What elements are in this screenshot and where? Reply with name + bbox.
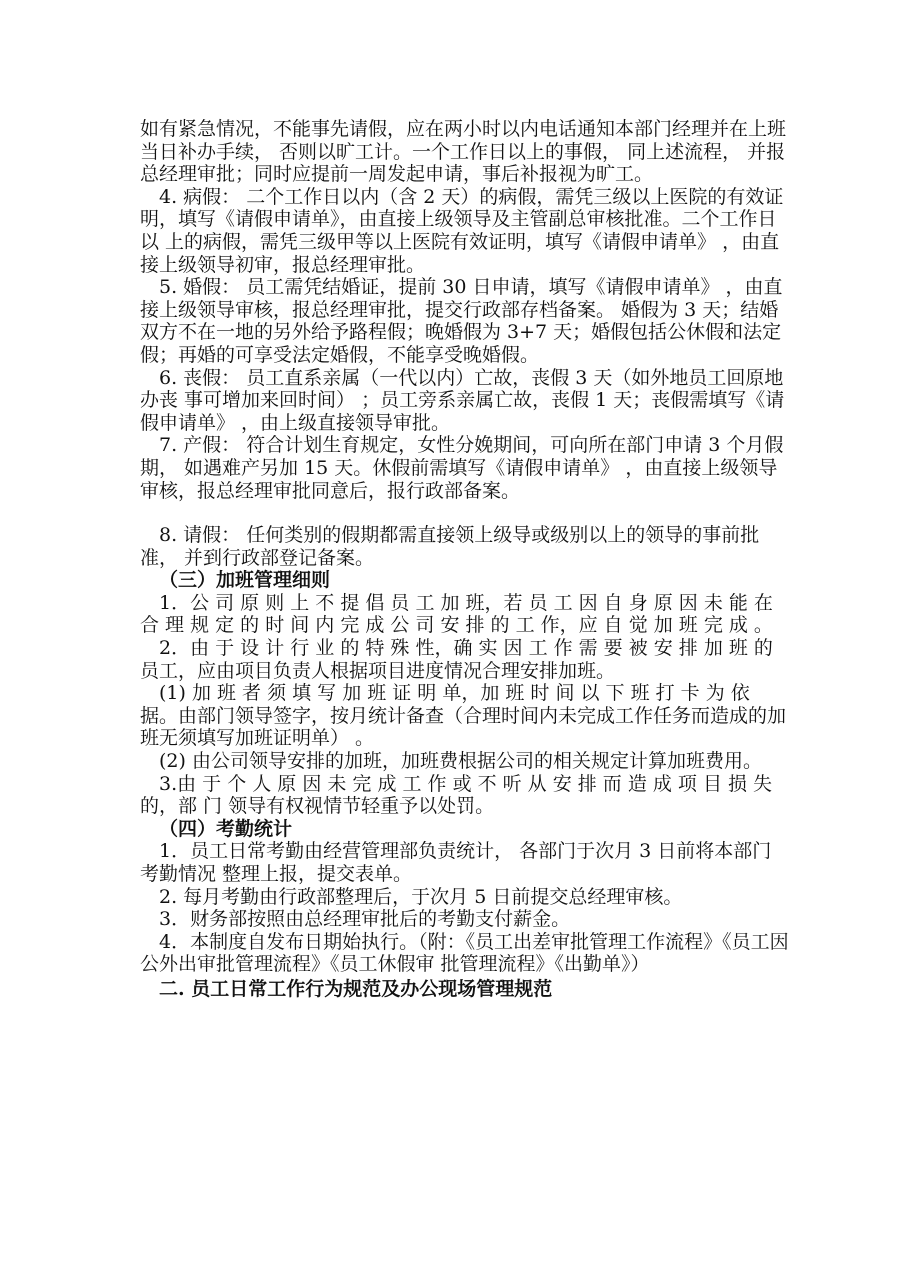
- paragraph-maternity-leave: 7. 产假： 符合计划生育规定，女性分娩期间，可向所在部门申请 3 个月假期， 如遇难产另加 15 天。休假前需填写《请假申请单》 ，由直接上级领导审核，报总经理审批同意后，报行政部备案。: [140, 434, 784, 502]
- paragraph-marriage-leave: 5. 婚假： 员工需凭结婚证，提前 30 日申请，填写《请假申请单》 ，由直接上级领导审核，报总经理审批，提交行政部存档备案。 婚假为 3 天；结婚双方不在一地的另外给予路程假；晚婚假为 3+7 天；婚假包括公休假和法定假；再婚的可享受法定婚假，不能享受晚婚假。: [140, 276, 783, 366]
- section-overtime-heading: （三）加班管理细则: [159, 569, 331, 592]
- part-two-heading: 二. 员工日常工作行为规范及办公现场管理规范: [159, 977, 553, 1000]
- attendance-item: 3．财务部按照由总经理审批后的考勤支付薪金。: [159, 908, 571, 931]
- attendance-item: 2. 每月考勤由行政部整理后，于次月 5 日前提交总经理审核。: [159, 885, 683, 908]
- overtime-item: (2) 由公司领导安排的加班，加班费根据公司的相关规定计算加班费用。: [159, 750, 762, 773]
- attendance-item: 4．本制度自发布日期始执行。（附：《员工出差审批管理工作流程》《员工因公外出审批管理流程》《员工休假审 批管理流程》《出勤单》）: [140, 930, 789, 976]
- section-attendance-heading: （四）考勤统计: [159, 817, 293, 840]
- overtime-item: 3.由 于 个 人 原 因 未 完 成 工 作 或 不 听 从 安 排 而 造 成 项 目 损 失的，部 门 领导有权视情节轻重予以处罚。: [140, 772, 773, 818]
- blank-line: [140, 502, 790, 524]
- overtime-item: 1．公 司 原 则 上 不 提 倡 员 工 加 班，若 员 工 因 自 身 原 因 未 能 在 合 理 规 定 的 时 间 内 完 成 公 司 安 排 的 工 作，应 自 觉 加 班 完 成 。: [140, 591, 773, 637]
- document-page: [140, 118, 790, 1001]
- attendance-item: 1．员工日常考勤由经营管理部负责统计， 各部门于次月 3 日前将本部门考勤情况 整理上报，提交表单。: [140, 840, 772, 885]
- paragraph-bereavement-leave: 6. 丧假： 员工直系亲属（一代以内）亡故，丧假 3 天（如外地员工回原地办丧 事可增加来回时间） ；员工旁系亲属亡故，丧假 1 天；丧假需填写《请假申请单》 ，由上级直接领导审批。: [140, 366, 785, 434]
- overtime-item: (1) 加 班 者 须 填 写 加 班 证 明 单，加 班 时 间 以 下 班 打 卡 为 依 据。由部门领导签字，按月统计备查（合理时间内未完成工作任务而造成的加班无须填写加班证明单） 。: [140, 682, 787, 750]
- paragraph-urgent-leave: 如有紧急情况，不能事先请假，应在两小时以内电话通知本部门经理并在上班当日补办手续， 否则以旷工计。一个工作日以上的事假， 同上述流程， 并报总经理审批；同时应提前一周发起申请，事后补报视为旷工。: [140, 118, 787, 186]
- paragraph-leave-request: 8. 请假： 任何类别的假期都需直接领上级导或级别以上的领导的事前批准， 并到行政部登记备案。: [140, 524, 760, 569]
- paragraph-sick-leave: 4. 病假： 二个工作日以内（含 2 天）的病假，需凭三级以上医院的有效证明，填写《请假申请单》，由直接上级领导及主管副总审核批准。二个工作日以 上的病假，需凭三级甲等以上医院有效证明，填写《请假申请单》 ，由直接上级领导初审，报总经理审批。: [140, 185, 784, 276]
- overtime-item: 2．由 于 设 计 行 业 的 特 殊 性，确 实 因 工 作 需 要 被 安 排 加 班 的员工，应由项目负责人根据项目进度情况合理安排加班。: [140, 637, 773, 682]
